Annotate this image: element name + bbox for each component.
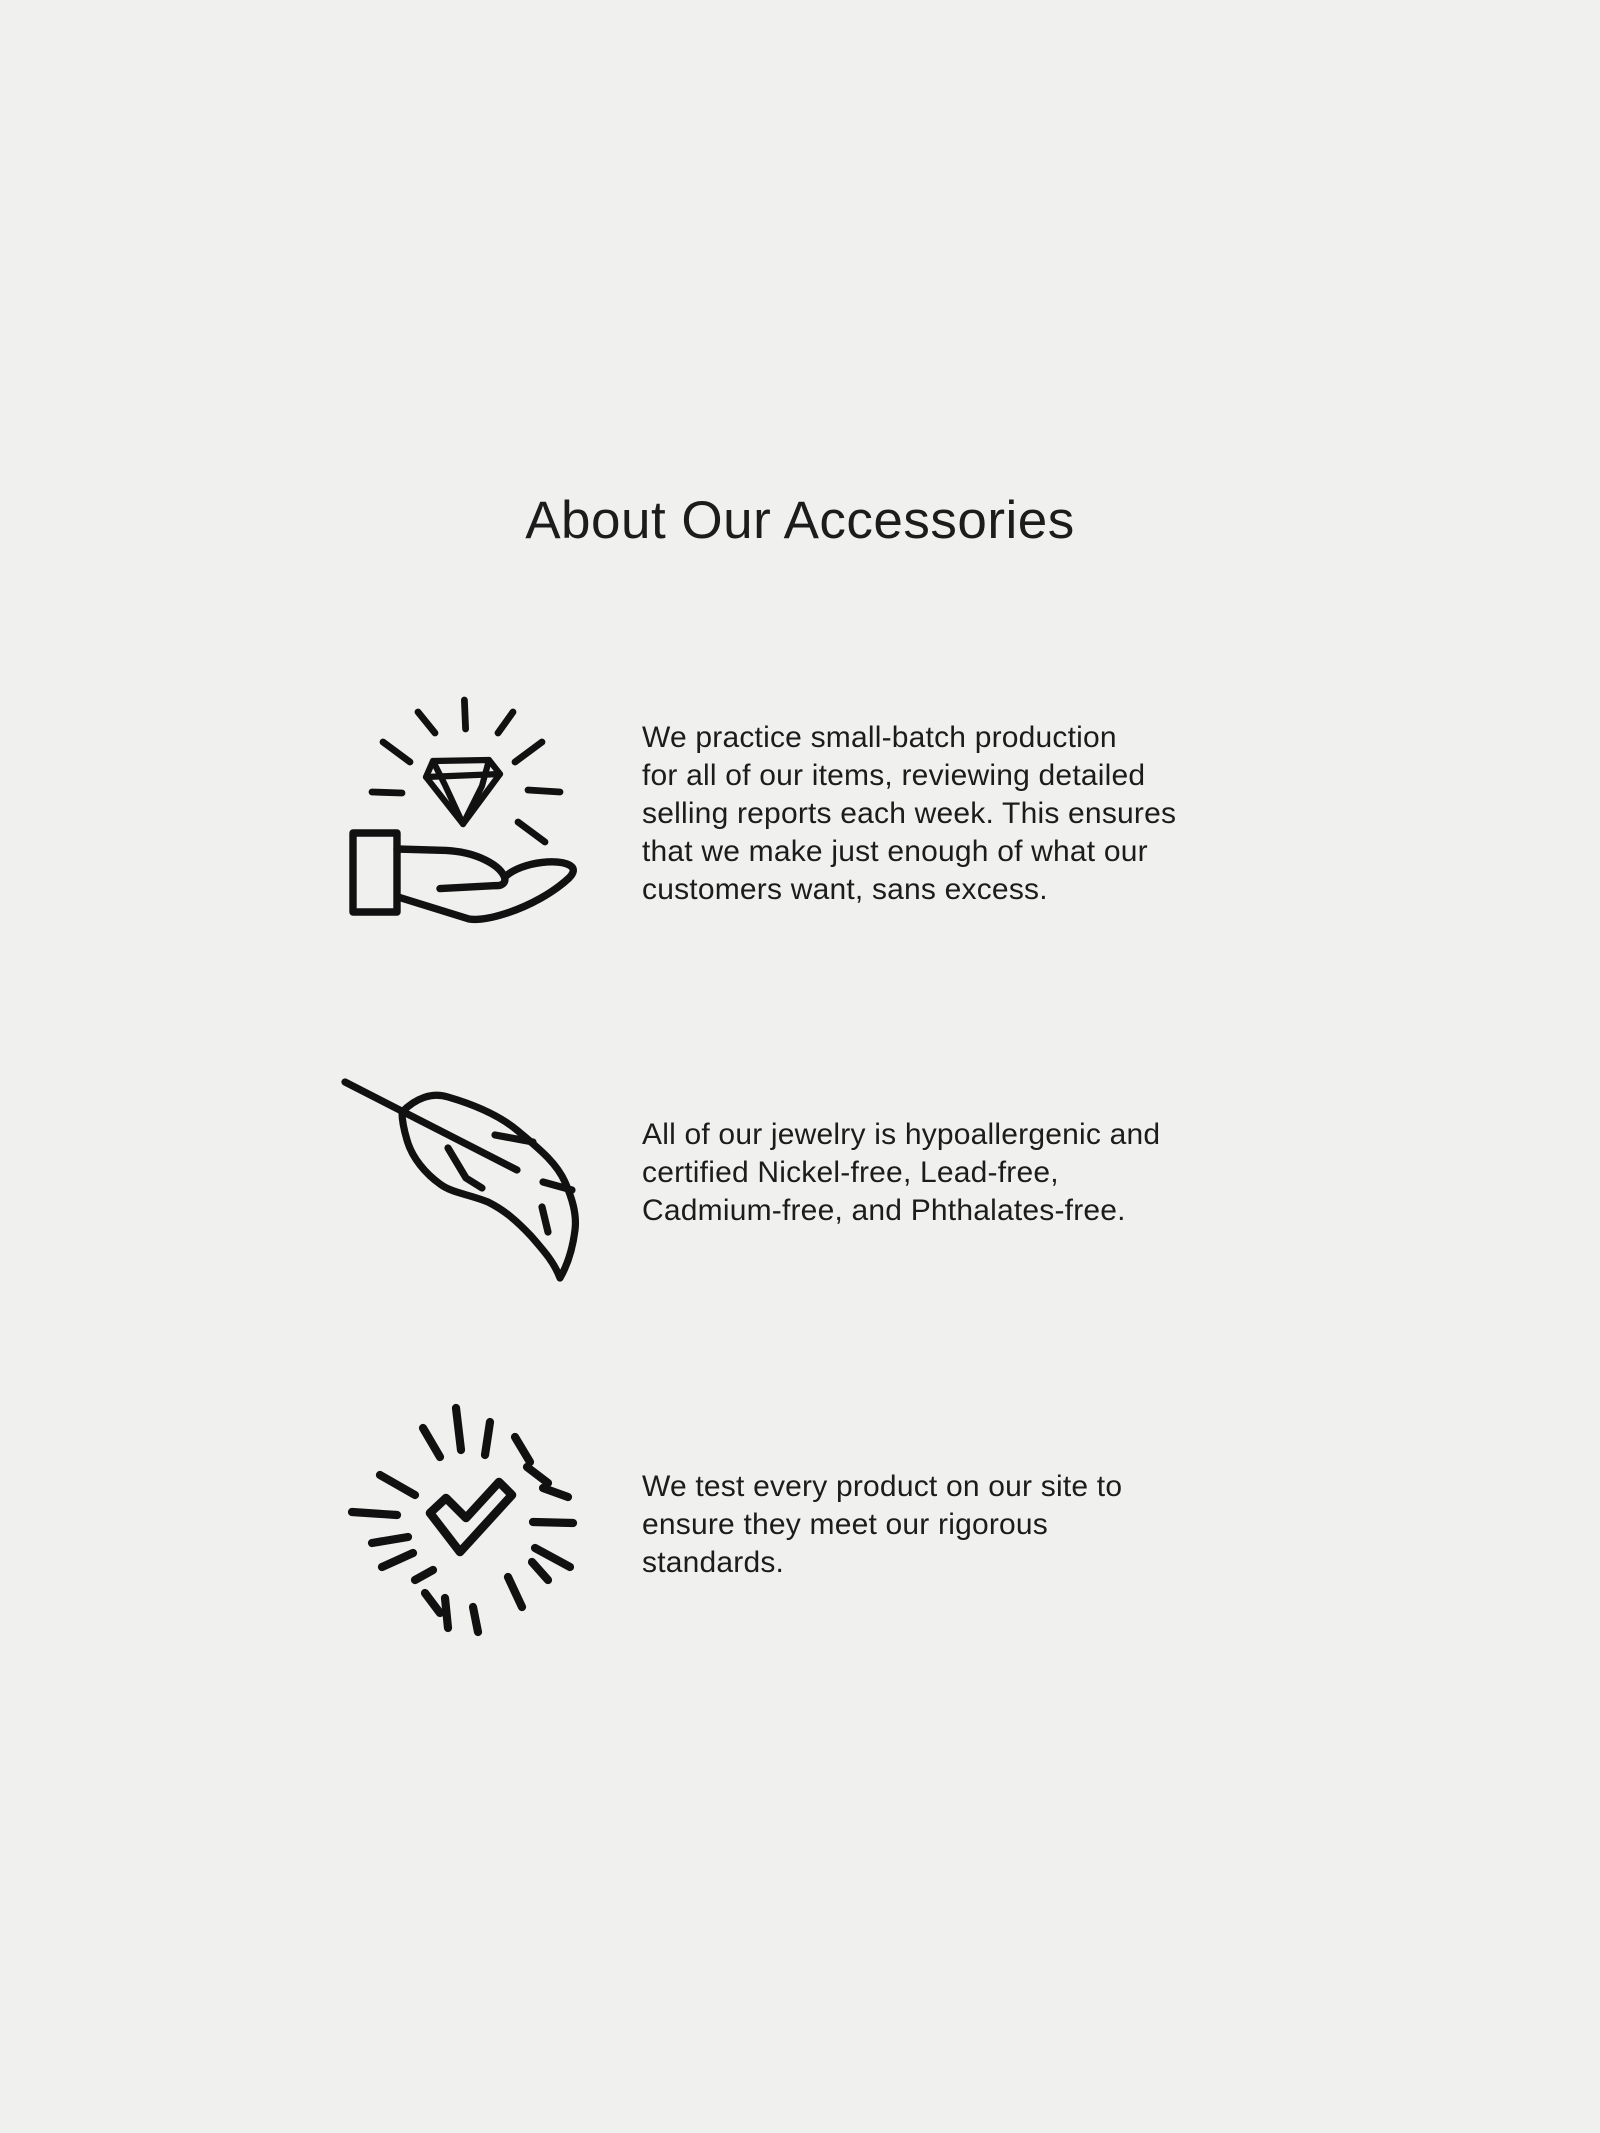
text-line: selling reports each week. This ensures (642, 797, 1177, 830)
check-burst-icon (340, 1396, 590, 1646)
text-line: We practice small-batch production (642, 721, 1117, 754)
text-line: Cadmium-free, and Phthalates-free. (642, 1194, 1126, 1227)
text-line: certified Nickel-free, Lead-free, (642, 1156, 1059, 1189)
feature-text-hypoallergenic (642, 1116, 1160, 1230)
text-line: that we make just enough of what our (642, 835, 1148, 868)
feature-text-testing (642, 1468, 1122, 1582)
text-line: for all of our items, reviewing detailed (642, 759, 1146, 792)
text-line: All of our jewelry is hypoallergenic and (642, 1118, 1161, 1151)
feather-icon (336, 1050, 586, 1300)
text-line: ensure they meet our rigorous (642, 1508, 1049, 1541)
text-line: We test every product on our site to (642, 1470, 1123, 1503)
text-line: standards. (642, 1546, 785, 1579)
feature-text-small-batch (642, 719, 1176, 909)
diamond-in-hand-icon (338, 684, 588, 934)
text-line: customers want, sans excess. (642, 873, 1048, 906)
page-title: About Our Accessories (525, 491, 1075, 550)
